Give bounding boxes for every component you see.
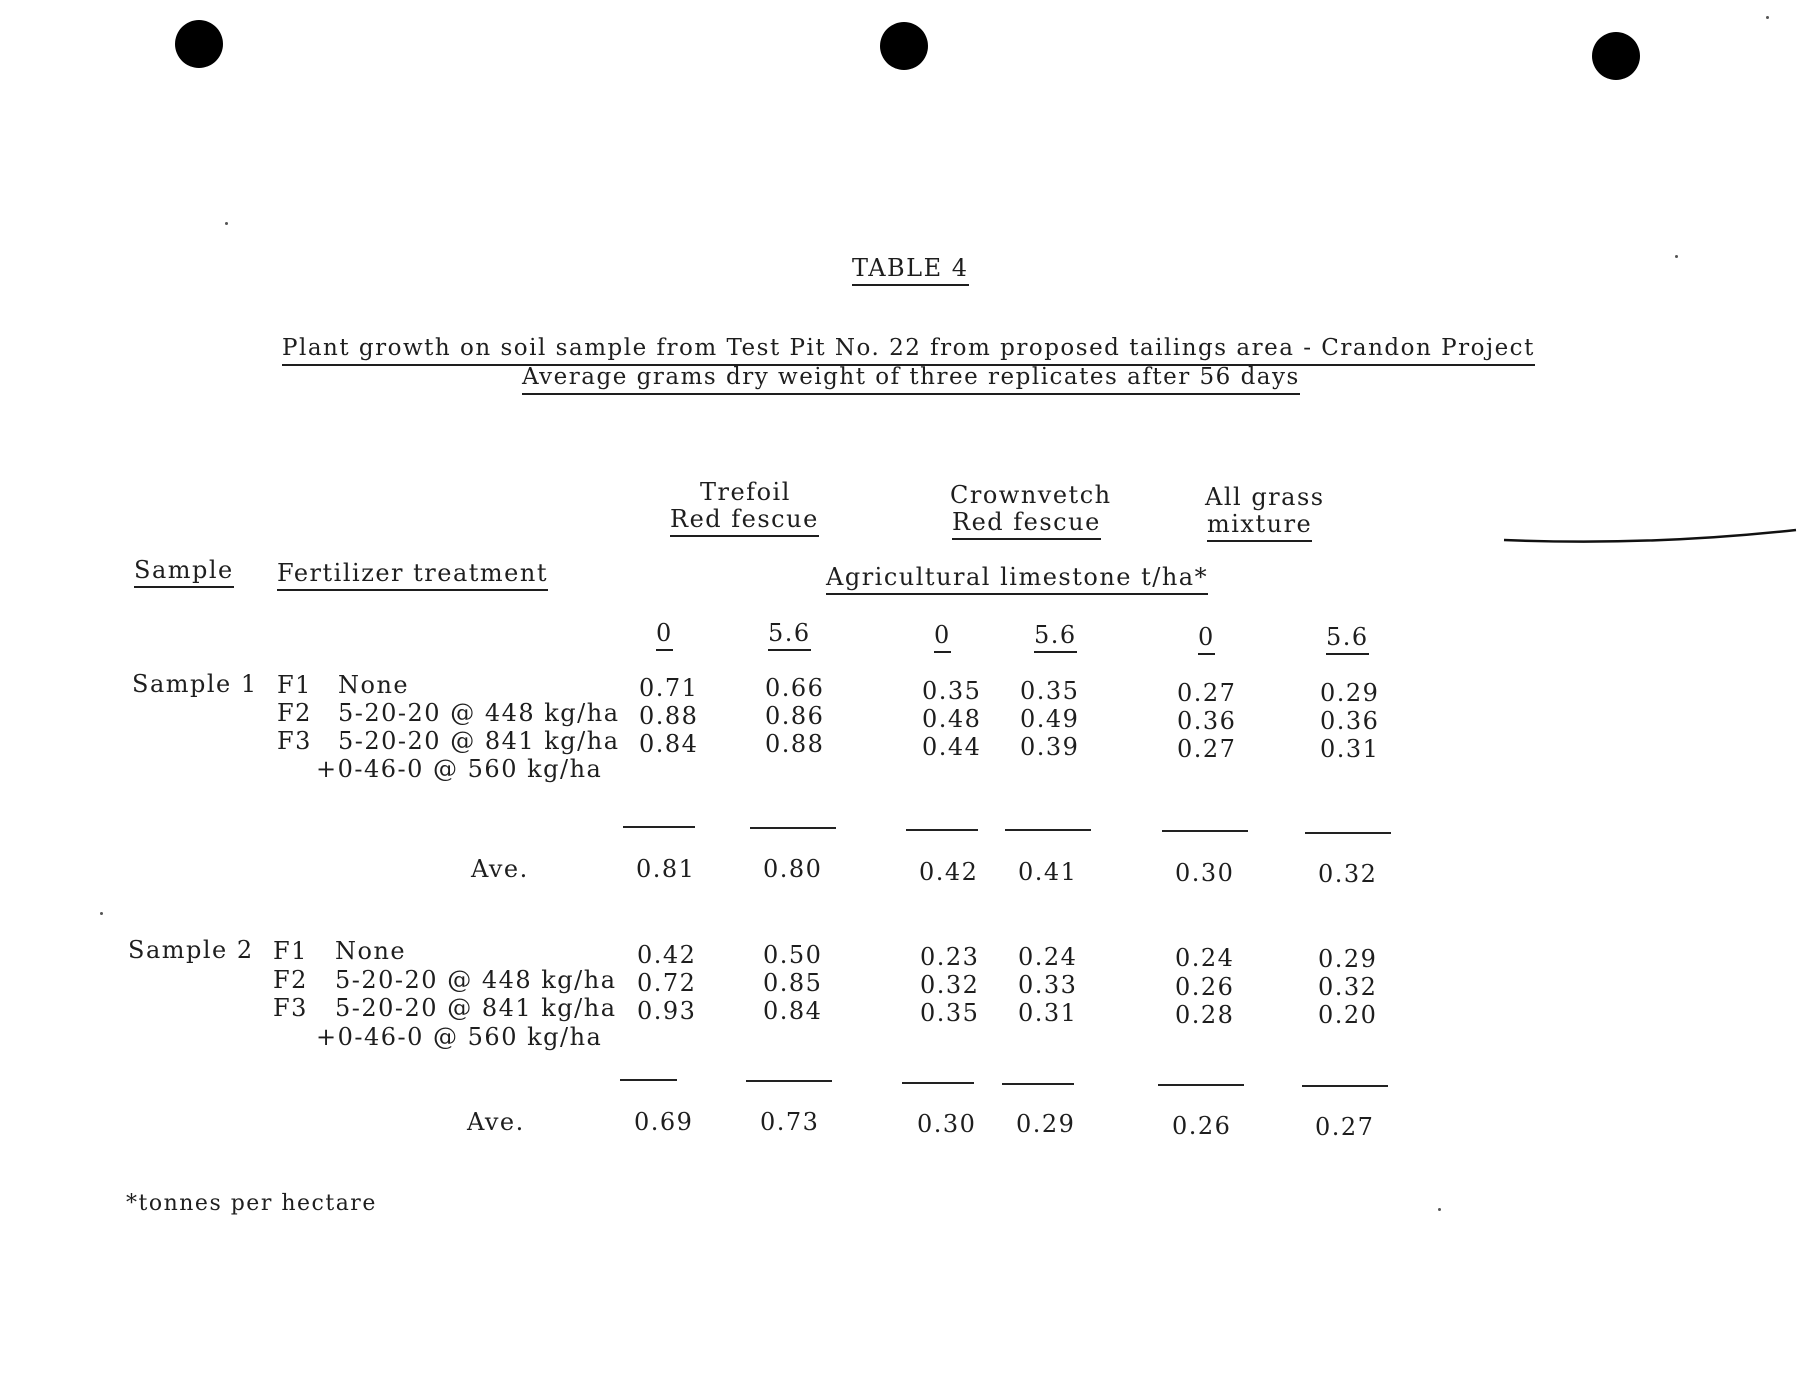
treatment-code: F3 xyxy=(273,994,308,1022)
cell-value: 0.88 xyxy=(639,702,699,730)
header-sample: Sample xyxy=(134,558,234,588)
cell-value: 0.31 xyxy=(1018,999,1078,1027)
sum-rule xyxy=(623,826,695,828)
cell-value: 0.39 xyxy=(1020,733,1080,761)
col-group-1-line2: Red fescue xyxy=(670,507,819,537)
ave-value: 0.81 xyxy=(636,855,696,883)
cell-value: 0.84 xyxy=(763,997,823,1025)
rate-header: 0 xyxy=(934,623,951,653)
cell-value: 0.27 xyxy=(1177,735,1237,763)
sum-rule xyxy=(620,1079,677,1081)
rate-header: 5.6 xyxy=(1326,625,1369,655)
sample-1-label: Sample 1 xyxy=(132,670,258,698)
paper-speck xyxy=(1438,1208,1441,1211)
sum-rule xyxy=(1002,1083,1074,1085)
cell-value: 0.31 xyxy=(1320,735,1380,763)
paper-speck xyxy=(1675,255,1678,258)
treatment-extra: +0-46-0 @ 560 kg/ha xyxy=(316,1023,603,1051)
treatment-code: F2 xyxy=(277,699,312,727)
treatment-desc: 5-20-20 @ 448 kg/ha xyxy=(335,966,617,994)
sum-rule xyxy=(746,1080,832,1082)
footnote: *tonnes per hectare xyxy=(126,1191,377,1216)
sample-2-label: Sample 2 xyxy=(128,936,254,964)
table-label: TABLE 4 xyxy=(852,256,969,286)
ave-label: Ave. xyxy=(471,855,529,883)
ave-value: 0.30 xyxy=(917,1110,977,1138)
cell-value: 0.85 xyxy=(763,969,823,997)
cell-value: 0.88 xyxy=(765,730,825,758)
treatment-desc: None xyxy=(335,937,407,965)
cell-value: 0.36 xyxy=(1177,707,1237,735)
ave-value: 0.41 xyxy=(1018,858,1078,886)
treatment-desc: 5-20-20 @ 841 kg/ha xyxy=(335,994,617,1022)
rate-header: 0 xyxy=(1198,625,1215,655)
cell-value: 0.27 xyxy=(1177,679,1237,707)
cell-value: 0.84 xyxy=(639,730,699,758)
cell-value: 0.49 xyxy=(1020,705,1080,733)
ave-value: 0.26 xyxy=(1172,1112,1232,1140)
ave-value: 0.73 xyxy=(760,1108,820,1136)
cell-value: 0.50 xyxy=(763,941,823,969)
sum-rule xyxy=(906,829,978,831)
ave-label: Ave. xyxy=(467,1108,525,1136)
rate-header: 5.6 xyxy=(1034,623,1077,653)
sum-rule xyxy=(750,827,836,829)
header-fertilizer-treatment: Fertilizer treatment xyxy=(277,561,548,591)
ave-value: 0.80 xyxy=(763,855,823,883)
cell-value: 0.35 xyxy=(922,677,982,705)
cell-value: 0.66 xyxy=(765,674,825,702)
rate-header: 0 xyxy=(656,621,673,651)
cell-value: 0.44 xyxy=(922,733,982,761)
rate-header: 5.6 xyxy=(768,621,811,651)
cell-value: 0.35 xyxy=(920,999,980,1027)
treatment-desc: None xyxy=(338,671,410,699)
sum-rule xyxy=(1158,1084,1244,1086)
paper-speck xyxy=(1766,16,1769,19)
sum-rule xyxy=(1302,1085,1388,1087)
cell-value: 0.32 xyxy=(920,971,980,999)
ave-value: 0.27 xyxy=(1315,1113,1375,1141)
punch-hole-left xyxy=(175,20,223,68)
cell-value: 0.36 xyxy=(1320,707,1380,735)
table-title-line2: Average grams dry weight of three replicates after 56 days xyxy=(522,366,1300,395)
punch-hole-center xyxy=(880,22,928,70)
cell-value: 0.48 xyxy=(922,705,982,733)
ave-value: 0.69 xyxy=(634,1108,694,1136)
ave-value: 0.30 xyxy=(1175,859,1235,887)
cell-value: 0.93 xyxy=(637,997,697,1025)
cell-value: 0.29 xyxy=(1320,679,1380,707)
cell-value: 0.42 xyxy=(637,941,697,969)
treatment-desc: 5-20-20 @ 448 kg/ha xyxy=(338,699,620,727)
cell-value: 0.32 xyxy=(1318,973,1378,1001)
col-group-2-line2: Red fescue xyxy=(952,510,1101,540)
treatment-code: F1 xyxy=(277,671,312,699)
table-title-line1: Plant growth on soil sample from Test Pit No. 22 from proposed tailings area - Crandon Project xyxy=(282,337,1535,366)
col-group-3-line2: mixture xyxy=(1207,512,1312,542)
pen-stroke xyxy=(1500,518,1798,548)
col-group-2-line1: Crownvetch xyxy=(950,481,1112,509)
cell-value: 0.20 xyxy=(1318,1001,1378,1029)
treatment-code: F1 xyxy=(273,937,308,965)
cell-value: 0.28 xyxy=(1175,1001,1235,1029)
ave-value: 0.42 xyxy=(919,858,979,886)
sum-rule xyxy=(902,1082,974,1084)
sum-rule xyxy=(1305,832,1391,834)
sum-rule xyxy=(1005,829,1091,831)
ave-value: 0.32 xyxy=(1318,860,1378,888)
treatment-code: F3 xyxy=(277,727,312,755)
cell-value: 0.24 xyxy=(1175,944,1235,972)
cell-value: 0.72 xyxy=(637,969,697,997)
cell-value: 0.26 xyxy=(1175,973,1235,1001)
treatment-desc: 5-20-20 @ 841 kg/ha xyxy=(338,727,620,755)
cell-value: 0.33 xyxy=(1018,971,1078,999)
paper-speck xyxy=(100,912,103,915)
ave-value: 0.29 xyxy=(1016,1110,1076,1138)
cell-value: 0.23 xyxy=(920,943,980,971)
cell-value: 0.24 xyxy=(1018,943,1078,971)
paper-speck xyxy=(225,222,228,225)
cell-value: 0.86 xyxy=(765,702,825,730)
treatment-code: F2 xyxy=(273,966,308,994)
col-group-1-line1: Trefoil xyxy=(700,478,791,506)
sum-rule xyxy=(1162,830,1248,832)
cell-value: 0.71 xyxy=(639,674,699,702)
cell-value: 0.29 xyxy=(1318,945,1378,973)
punch-hole-right xyxy=(1592,32,1640,80)
col-group-3-line1: All grass xyxy=(1205,483,1325,511)
header-agricultural-limestone: Agricultural limestone t/ha* xyxy=(826,565,1208,595)
treatment-extra: +0-46-0 @ 560 kg/ha xyxy=(316,755,603,783)
cell-value: 0.35 xyxy=(1020,677,1080,705)
